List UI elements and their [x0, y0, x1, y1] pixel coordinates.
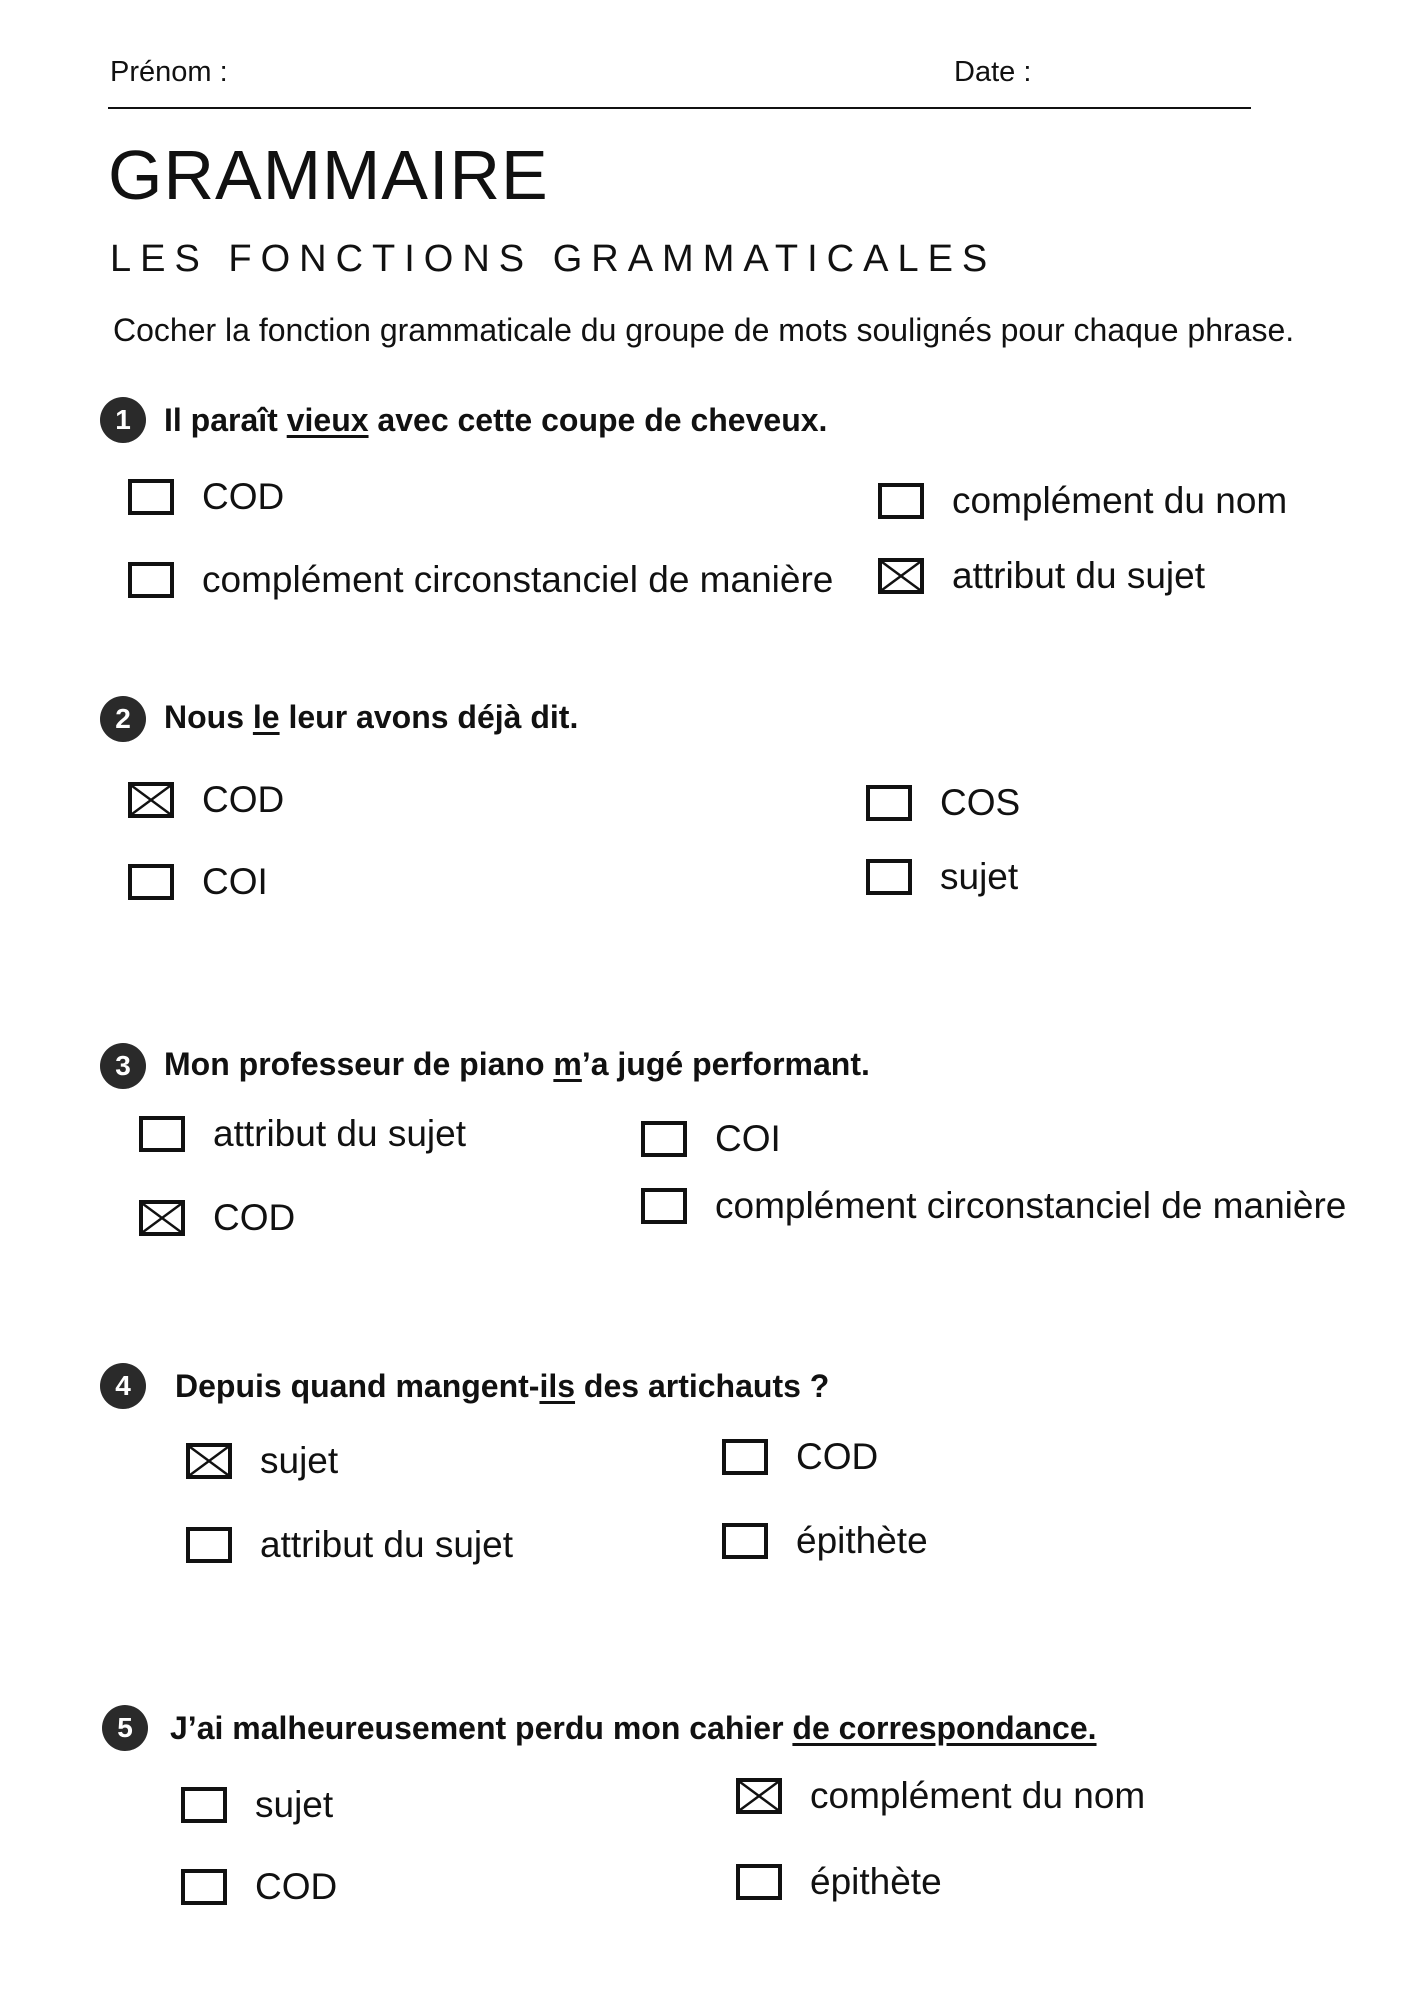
question-2-option-coi[interactable]: [128, 863, 268, 900]
question-3-sentence: Mon professeur de piano m’a jugé performant.: [164, 1046, 870, 1082]
x-mark-icon: [882, 562, 920, 590]
x-mark-icon: [143, 1204, 181, 1232]
checkbox[interactable]: [641, 1121, 687, 1157]
instruction-text: Cocher la fonction grammaticale du groupe de mots soulignés pour chaque phrase.: [113, 312, 1295, 348]
option-label: COD: [202, 779, 285, 820]
question-3-option-cod[interactable]: [139, 1199, 295, 1236]
question-3-option-complement-circonstanciel-de-maniere[interactable]: [641, 1187, 1346, 1224]
question-4-option-cod[interactable]: [722, 1438, 878, 1475]
checkbox[interactable]: [866, 859, 912, 895]
header-rule: [108, 107, 1251, 109]
underlined-words: le: [252, 699, 280, 735]
question-3-option-attribut-du-sujet[interactable]: [139, 1115, 466, 1152]
option-label: attribut du sujet: [952, 555, 1205, 596]
checked-checkbox[interactable]: [128, 782, 174, 818]
option-label: complément circonstanciel de manière: [715, 1185, 1347, 1226]
checkbox[interactable]: [641, 1188, 687, 1224]
x-mark-icon: [740, 1782, 778, 1810]
question-5-option-cod[interactable]: [181, 1868, 337, 1905]
question-1-option-complement-du-nom[interactable]: [878, 482, 1287, 519]
option-label: COD: [213, 1197, 296, 1238]
option-label: épithète: [796, 1520, 928, 1561]
option-label: attribut du sujet: [213, 1113, 466, 1154]
option-label: complément circonstanciel de manière: [202, 559, 834, 600]
checkbox[interactable]: [736, 1864, 782, 1900]
option-label: COI: [715, 1118, 781, 1159]
option-label: COD: [796, 1436, 879, 1477]
checkbox[interactable]: [186, 1527, 232, 1563]
checkbox[interactable]: [128, 562, 174, 598]
question-4-option-sujet[interactable]: [186, 1442, 338, 1479]
question-4-number: 4: [100, 1363, 146, 1409]
date-label: Date :: [954, 56, 1032, 88]
checked-checkbox[interactable]: [139, 1200, 185, 1236]
question-5-number: 5: [102, 1705, 148, 1751]
option-label: attribut du sujet: [260, 1524, 513, 1565]
question-4-option-epithete[interactable]: [722, 1522, 928, 1559]
option-label: épithète: [810, 1861, 942, 1902]
option-label: COD: [255, 1866, 338, 1907]
option-label: complément du nom: [952, 480, 1288, 521]
option-label: sujet: [255, 1784, 334, 1825]
question-2-option-sujet[interactable]: [866, 858, 1018, 895]
page-subtitle: LES FONCTIONS GRAMMATICALES: [110, 238, 997, 280]
checkbox[interactable]: [878, 483, 924, 519]
question-3-number: 3: [100, 1043, 146, 1089]
question-4-option-attribut-du-sujet[interactable]: [186, 1526, 513, 1563]
x-mark-icon: [132, 786, 170, 814]
checkbox[interactable]: [181, 1869, 227, 1905]
question-2-option-cod[interactable]: [128, 781, 284, 818]
option-label: COD: [202, 476, 285, 517]
underlined-words: de correspondance.: [792, 1710, 1097, 1746]
question-1-number: 1: [100, 397, 146, 443]
question-5-sentence: J’ai malheureusement perdu mon cahier de correspondance.: [170, 1710, 1097, 1746]
checkbox[interactable]: [128, 479, 174, 515]
checkbox[interactable]: [722, 1523, 768, 1559]
option-label: COS: [940, 782, 1021, 823]
checked-checkbox[interactable]: [878, 558, 924, 594]
checkbox[interactable]: [866, 785, 912, 821]
question-4-sentence: Depuis quand mangent-ils des artichauts ?: [175, 1368, 830, 1404]
checkbox[interactable]: [128, 864, 174, 900]
question-1-option-complement-circonstanciel-de-maniere[interactable]: [128, 561, 833, 598]
underlined-words: vieux: [286, 402, 369, 438]
question-5-option-epithete[interactable]: [736, 1863, 942, 1900]
question-2-sentence: Nous le leur avons déjà dit.: [164, 699, 579, 735]
question-3-option-coi[interactable]: [641, 1120, 781, 1157]
first-name-label: Prénom :: [110, 56, 228, 88]
option-label: sujet: [940, 856, 1019, 897]
option-label: sujet: [260, 1440, 339, 1481]
checkbox[interactable]: [181, 1787, 227, 1823]
underlined-words: m: [553, 1046, 582, 1082]
question-2-number: 2: [100, 696, 146, 742]
question-1-option-attribut-du-sujet[interactable]: [878, 557, 1205, 594]
question-2-option-cos[interactable]: [866, 784, 1020, 821]
checkbox[interactable]: [139, 1116, 185, 1152]
option-label: complément du nom: [810, 1775, 1146, 1816]
checked-checkbox[interactable]: [186, 1443, 232, 1479]
question-1-option-cod[interactable]: [128, 478, 284, 515]
checked-checkbox[interactable]: [736, 1778, 782, 1814]
option-label: COI: [202, 861, 268, 902]
question-5-option-complement-du-nom[interactable]: [736, 1777, 1145, 1814]
underlined-words: ils: [539, 1368, 576, 1404]
question-1-sentence: Il paraît vieux avec cette coupe de cheveux.: [164, 402, 828, 438]
page-title: GRAMMAIRE: [108, 136, 549, 214]
checkbox[interactable]: [722, 1439, 768, 1475]
question-5-option-sujet[interactable]: [181, 1786, 333, 1823]
x-mark-icon: [190, 1447, 228, 1475]
